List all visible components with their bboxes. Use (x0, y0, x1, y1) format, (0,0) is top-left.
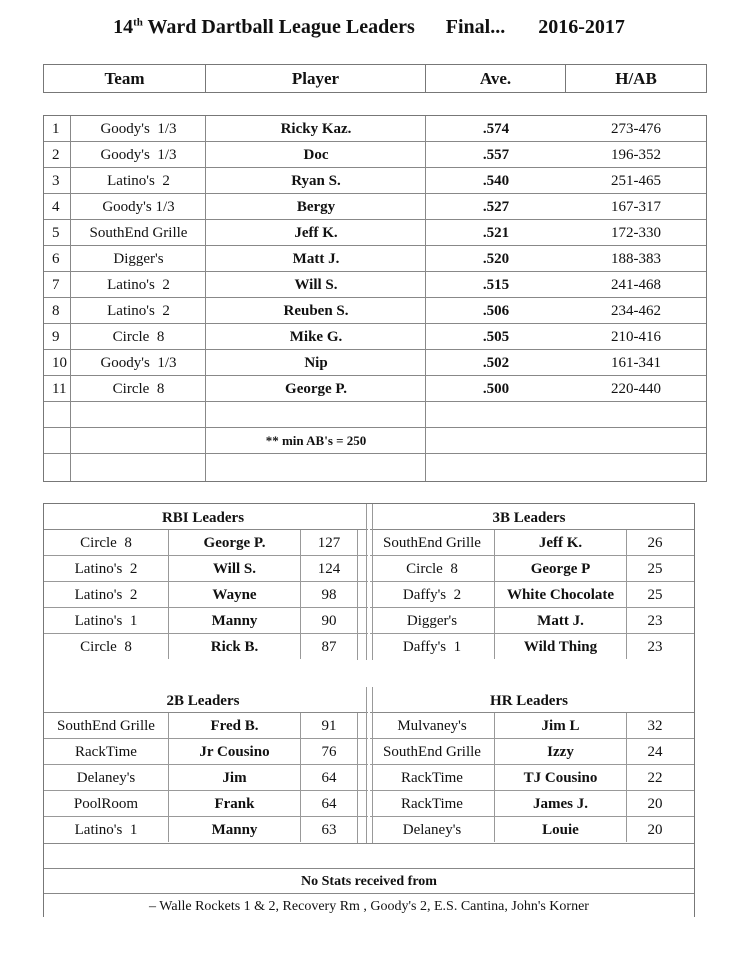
section-separator (366, 687, 367, 843)
triples-leader-row (370, 556, 694, 582)
homers-leader-row (370, 739, 694, 765)
value-cell: 24 (647, 744, 663, 760)
player-cell: Jr Cousino (168, 739, 301, 764)
value-cell: 90 (321, 613, 337, 629)
doubles-leader-row (44, 739, 368, 765)
page-title (0, 16, 738, 39)
triples-leader-row (370, 608, 694, 634)
average-cell: .520 (482, 251, 510, 267)
rank-cell: 9 (52, 329, 60, 345)
table-row (44, 168, 706, 194)
player-cell: Jeff K. (294, 225, 338, 241)
category-leaders-table (43, 503, 695, 917)
team-cell: Circle 8 (406, 561, 458, 577)
team-cell: Latino's 2 (107, 277, 170, 293)
table-row (44, 324, 706, 350)
title-ordinal: 14 (113, 16, 134, 38)
section-separator (372, 687, 373, 843)
table-row (44, 220, 706, 246)
value-cell: 91 (321, 718, 337, 734)
homers-leader-row (370, 817, 694, 843)
column-divider (357, 713, 358, 843)
hits-at-bats-cell: 241-468 (611, 277, 661, 293)
player-cell: Manny (168, 608, 301, 633)
value-cell: 64 (321, 770, 337, 786)
value-cell: 64 (321, 796, 337, 812)
value-cell: 98 (321, 587, 337, 603)
hits-at-bats-cell: 161-341 (611, 355, 661, 371)
league-title (113, 16, 415, 39)
average-cell: .527 (482, 199, 510, 215)
team-cell: Digger's (113, 251, 164, 267)
column-header-row (43, 64, 707, 93)
hits-at-bats-cell: 234-462 (611, 303, 661, 319)
player-cell: James J. (494, 791, 627, 816)
section-separator (372, 504, 373, 660)
doubles-leader-row (44, 791, 368, 817)
average-cell: .574 (482, 121, 510, 137)
homers-leader-row (370, 713, 694, 739)
player-cell: Matt J. (292, 251, 340, 267)
empty-row (44, 428, 706, 454)
homers-leader-row (370, 765, 694, 791)
value-cell: 63 (321, 822, 337, 838)
table-row (44, 194, 706, 220)
player-cell: Jeff K. (494, 530, 627, 555)
team-cell: Latino's 1 (74, 822, 138, 838)
rank-cell: 3 (52, 173, 60, 189)
hits-at-bats-cell: 220-440 (611, 381, 661, 397)
triples-leader-row (370, 530, 694, 556)
value-cell: 32 (647, 718, 663, 734)
homers-leaders-title: HR Leaders (490, 693, 568, 709)
team-cell: SouthEnd Grille (89, 225, 188, 241)
table-row (44, 142, 706, 168)
value-cell: 87 (321, 639, 337, 655)
doubles-leaders-title: 2B Leaders (166, 693, 240, 709)
team-cell: RackTime (401, 796, 463, 812)
table-row (44, 272, 706, 298)
rbi-leader-row (44, 582, 368, 608)
table-row (44, 116, 706, 142)
hits-at-bats-cell: 196-352 (611, 147, 661, 163)
player-cell: Will S. (168, 556, 301, 581)
average-cell: .515 (482, 277, 510, 293)
team-cell: Delaney's (76, 770, 136, 786)
team-cell: RackTime (401, 770, 463, 786)
team-cell: Goody's 1/3 (100, 355, 177, 371)
hits-at-bats-cell: 172-330 (611, 225, 661, 241)
player-cell: Fred B. (168, 713, 301, 738)
rank-cell: 4 (52, 199, 60, 215)
empty-row (44, 454, 706, 480)
player-cell: Ryan S. (291, 173, 341, 189)
player-cell: Doc (303, 147, 329, 163)
hits-at-bats-cell: 273-476 (611, 121, 661, 137)
player-cell: George P. (168, 530, 301, 555)
doubles-leader-row (44, 765, 368, 791)
rank-cell: 8 (52, 303, 60, 319)
table-row (44, 350, 706, 376)
row-divider (44, 893, 694, 894)
rbi-leader-row (44, 608, 368, 634)
average-cell: .540 (482, 173, 510, 189)
team-cell: Digger's (406, 613, 458, 629)
player-cell: Rick B. (168, 634, 301, 659)
player-cell: Will S. (294, 277, 338, 293)
team-cell: RackTime (75, 744, 137, 760)
value-cell: 127 (317, 535, 341, 551)
player-cell: Frank (168, 791, 301, 816)
team-cell: Circle 8 (80, 535, 132, 551)
row-divider (44, 843, 694, 844)
homers-leader-row (370, 791, 694, 817)
row-divider (44, 868, 694, 869)
player-cell: Jim (168, 765, 301, 790)
player-cell: George P. (285, 381, 347, 397)
team-cell: Latino's 2 (107, 173, 170, 189)
team-cell: Daffy's 1 (402, 639, 462, 655)
team-cell: Goody's 1/3 (100, 121, 177, 137)
team-cell: SouthEnd Grille (383, 535, 481, 551)
team-cell: Delaney's (402, 822, 462, 838)
value-cell: 25 (647, 561, 663, 577)
team-cell: Latino's 2 (74, 587, 138, 603)
rank-cell: 2 (52, 147, 60, 163)
rank-cell: 1 (52, 121, 60, 137)
value-cell: 25 (647, 587, 663, 603)
team-cell: Latino's 1 (74, 613, 138, 629)
team-cell: Circle 8 (112, 329, 165, 345)
team-cell: SouthEnd Grille (57, 718, 155, 734)
player-cell: Nip (304, 355, 328, 371)
player-cell: Izzy (494, 739, 627, 764)
team-cell: SouthEnd Grille (383, 744, 481, 760)
hits-at-bats-cell: 167-317 (611, 199, 661, 215)
rank-cell: 11 (52, 381, 67, 397)
table-row (44, 376, 706, 402)
player-cell: Mike G. (289, 329, 343, 345)
team-cell: Goody's 1/3 (102, 199, 175, 215)
rbi-leader-row (44, 634, 368, 660)
no-stats-title: No Stats received from (301, 874, 437, 889)
team-cell: Latino's 2 (107, 303, 170, 319)
header-player: Player (206, 65, 426, 92)
triples-leader-row (370, 582, 694, 608)
team-cell: Circle 8 (112, 381, 165, 397)
header-hab: H/AB (615, 69, 657, 88)
value-cell: 23 (647, 613, 663, 629)
triples-leader-row (370, 634, 694, 660)
team-cell: Latino's 2 (74, 561, 138, 577)
value-cell: 20 (647, 822, 663, 838)
rbi-leader-row (44, 556, 368, 582)
rbi-leaders-title: RBI Leaders (161, 510, 245, 526)
rank-cell: 10 (52, 355, 67, 371)
season-label: 2016-2017 (538, 16, 625, 38)
hits-at-bats-cell: 251-465 (611, 173, 661, 189)
player-cell: George P (494, 556, 627, 581)
value-cell: 20 (647, 796, 663, 812)
average-cell: .506 (482, 303, 510, 319)
header-team: Team (44, 65, 206, 92)
team-cell: PoolRoom (73, 796, 139, 812)
player-cell: Matt J. (494, 608, 627, 633)
table-row (44, 298, 706, 324)
team-cell: Mulvaney's (397, 718, 467, 734)
table-row (44, 246, 706, 272)
rbi-leader-row (44, 530, 368, 556)
empty-row (44, 402, 706, 428)
doubles-leader-row (44, 713, 368, 739)
player-cell: White Chocolate (494, 582, 627, 607)
average-cell: .502 (482, 355, 510, 371)
hits-at-bats-cell: 188-383 (611, 251, 661, 267)
header-ave: Ave. (426, 65, 566, 92)
average-cell: .557 (482, 147, 510, 163)
value-cell: 23 (647, 639, 663, 655)
player-cell: Wayne (168, 582, 301, 607)
triples-leaders-title: 3B Leaders (492, 510, 566, 526)
average-cell: .500 (482, 381, 510, 397)
player-cell: Bergy (296, 199, 336, 215)
doubles-leader-row (44, 817, 368, 843)
player-cell: Wild Thing (494, 634, 627, 659)
player-cell: Ricky Kaz. (280, 121, 352, 137)
batting-leaders-table (43, 115, 707, 482)
rank-cell: 5 (52, 225, 60, 241)
rank-cell: 6 (52, 251, 60, 267)
player-cell: Jim L (494, 713, 627, 738)
player-cell: TJ Cousino (494, 765, 627, 790)
section-separator (366, 504, 367, 660)
no-stats-team-list: – Walle Rockets 1 & 2, Recovery Rm , Goody's 2, E.S. Cantina, John's Korner (149, 899, 589, 914)
average-cell: .505 (482, 329, 510, 345)
min-ab-note: ** min AB's = 250 (265, 433, 367, 448)
team-cell: Daffy's 2 (402, 587, 462, 603)
title-text: Ward Dartball League Leaders (142, 16, 415, 38)
value-cell: 26 (647, 535, 663, 551)
hits-at-bats-cell: 210-416 (611, 329, 661, 345)
value-cell: 76 (321, 744, 337, 760)
player-cell: Manny (168, 817, 301, 842)
team-cell: Circle 8 (80, 639, 132, 655)
rank-cell: 7 (52, 277, 60, 293)
team-cell: Goody's 1/3 (100, 147, 177, 163)
average-cell: .521 (482, 225, 510, 241)
player-cell: Reuben S. (283, 303, 349, 319)
column-divider (357, 530, 358, 660)
status-label: Final... (445, 16, 506, 38)
title-ordinal-suffix: th (133, 16, 143, 29)
value-cell: 124 (317, 561, 341, 577)
value-cell: 22 (647, 770, 663, 786)
player-cell: Louie (494, 817, 627, 842)
